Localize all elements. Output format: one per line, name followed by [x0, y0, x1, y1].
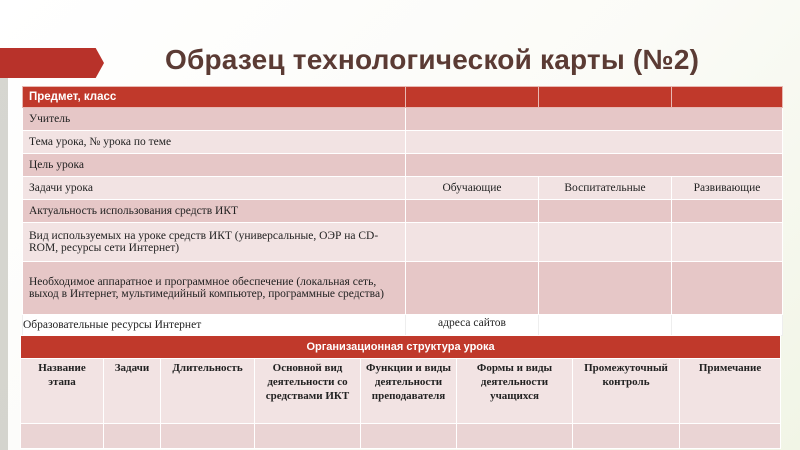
cell-upbringing: Воспитательные [539, 177, 672, 200]
cell-educational: Обучающие [406, 177, 539, 200]
row-label-teacher: Учитель [23, 108, 406, 131]
table-header-row [21, 336, 781, 359]
row-label-internet-resources: Образовательные ресурсы Интернет [23, 315, 406, 336]
structure-title: Организационная структура урока [21, 336, 781, 359]
cell-site-addresses: адреса сайтов [406, 315, 539, 336]
accent-bar [0, 48, 104, 78]
cell-developing: Развивающие [672, 177, 783, 200]
table-row [21, 424, 781, 449]
table-row [23, 200, 783, 223]
row-label-tasks: Задачи урока [23, 177, 406, 200]
col-tasks: Задачи [104, 359, 161, 424]
technology-card-table [22, 86, 783, 336]
table-row [23, 223, 783, 262]
row-label-ict-type: Вид используемых на уроке средств ИКТ (универсальные, ОЭР на CD-ROM, ресурсы сети Интернет) [23, 223, 406, 262]
table-row [23, 108, 783, 131]
table-header-row [23, 87, 783, 108]
decorative-strip [0, 78, 8, 450]
page-title: Образец технологической карты (№2) [165, 44, 700, 75]
col-stage-name: Название этапа [21, 359, 104, 424]
table-row [23, 131, 783, 154]
table-row [23, 262, 783, 315]
col-ict-activity: Основной вид деятельности со средствами ИКТ [255, 359, 361, 424]
col-teacher-functions: Функции и виды деятельности преподавателя [361, 359, 457, 424]
col-duration: Длительность [161, 359, 255, 424]
header-subject-class: Предмет, класс [23, 87, 406, 108]
row-label-relevance: Актуальность использования средств ИКТ [23, 200, 406, 223]
col-student-activity: Формы и виды деятельности учащихся [457, 359, 573, 424]
row-label-hardware-software: Необходимое аппаратное и программное обеспечение (локальная сеть, выход в Интернет, мультимедийный компьютер, программные средства) [23, 262, 406, 315]
table-row [23, 315, 783, 336]
row-label-goal: Цель урока [23, 154, 406, 177]
col-note: Примечание [680, 359, 781, 424]
lesson-structure-table [20, 335, 781, 449]
table-row [23, 177, 783, 200]
table-row [23, 154, 783, 177]
column-header-row [21, 359, 781, 424]
col-interim-control: Промежуточный контроль [573, 359, 680, 424]
row-label-topic: Тема урока, № урока по теме [23, 131, 406, 154]
